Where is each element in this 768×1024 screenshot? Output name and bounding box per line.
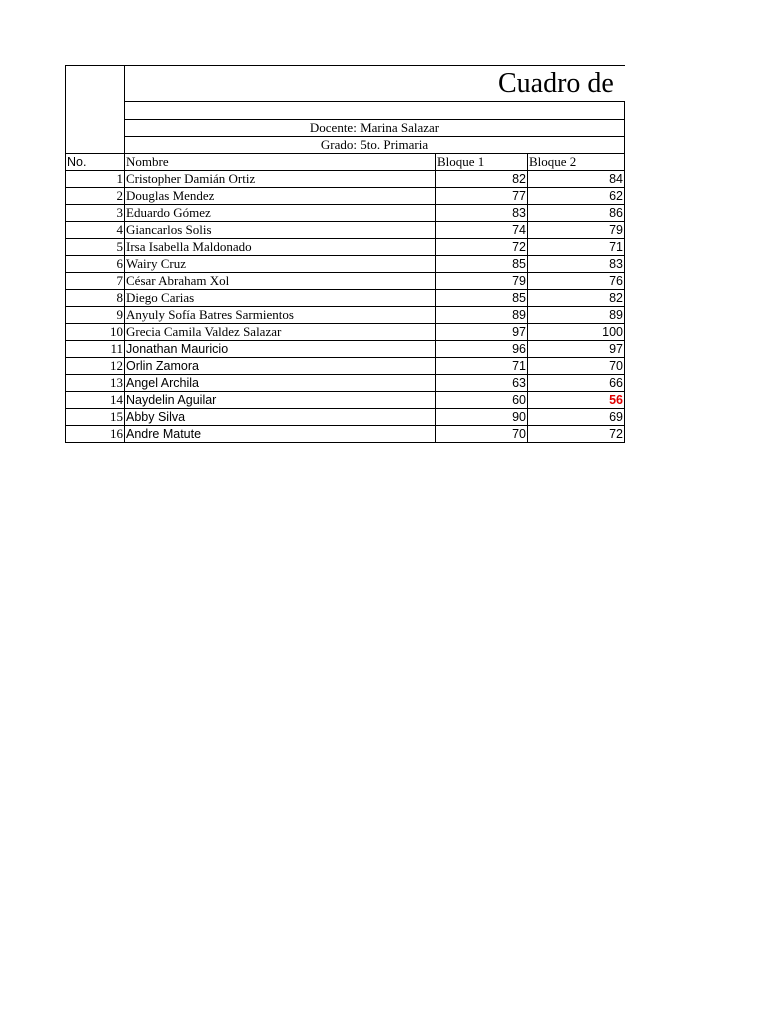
bloque1-grade: 90	[436, 409, 528, 426]
bloque1-grade: 82	[436, 171, 528, 188]
sheet-title: Cuadro de	[125, 66, 625, 102]
student-number: 5	[66, 239, 125, 256]
bloque1-grade: 63	[436, 375, 528, 392]
grado-label: Grado: 5to. Primaria	[125, 137, 625, 154]
bloque2-grade: 100	[528, 324, 625, 341]
header-row	[66, 154, 625, 171]
blank-cell	[125, 102, 625, 120]
bloque1-grade: 60	[436, 392, 528, 409]
student-number: 14	[66, 392, 125, 409]
bloque2-grade: 70	[528, 358, 625, 375]
header-bloque2: Bloque 2	[528, 154, 625, 171]
bloque2-grade: 83	[528, 256, 625, 273]
bloque1-grade: 97	[436, 324, 528, 341]
bloque1-grade: 74	[436, 222, 528, 239]
student-name: Grecia Camila Valdez Salazar	[125, 324, 436, 341]
bloque2-grade: 82	[528, 290, 625, 307]
bloque2-grade: 66	[528, 375, 625, 392]
student-number: 12	[66, 358, 125, 375]
table-row	[66, 324, 625, 341]
student-name: Anyuly Sofía Batres Sarmientos	[125, 307, 436, 324]
bloque1-grade: 85	[436, 256, 528, 273]
student-name: Andre Matute	[125, 426, 436, 443]
student-number: 11	[66, 341, 125, 358]
bloque2-grade: 76	[528, 273, 625, 290]
header-no: No.	[66, 154, 125, 171]
student-name: Giancarlos Solis	[125, 222, 436, 239]
student-number: 7	[66, 273, 125, 290]
docente-label: Docente: Marina Salazar	[125, 120, 625, 137]
header-nombre: Nombre	[125, 154, 436, 171]
student-name: Douglas Mendez	[125, 188, 436, 205]
bloque1-grade: 83	[436, 205, 528, 222]
bloque2-grade: 97	[528, 341, 625, 358]
table-row	[66, 222, 625, 239]
bloque1-grade: 79	[436, 273, 528, 290]
table-row	[66, 171, 625, 188]
table-row	[66, 205, 625, 222]
table-row	[66, 256, 625, 273]
blank-row	[66, 102, 625, 120]
table-row	[66, 239, 625, 256]
bloque2-grade: 84	[528, 171, 625, 188]
student-name: Eduardo Gómez	[125, 205, 436, 222]
student-number: 9	[66, 307, 125, 324]
table-row	[66, 409, 625, 426]
corner-cell	[66, 66, 125, 154]
bloque2-grade: 71	[528, 239, 625, 256]
table-row	[66, 375, 625, 392]
bloque2-grade: 56	[528, 392, 625, 409]
student-number: 3	[66, 205, 125, 222]
student-number: 2	[66, 188, 125, 205]
bloque1-grade: 77	[436, 188, 528, 205]
student-number: 10	[66, 324, 125, 341]
bloque2-grade: 86	[528, 205, 625, 222]
bloque2-grade: 69	[528, 409, 625, 426]
bloque1-grade: 89	[436, 307, 528, 324]
table-row	[66, 290, 625, 307]
bloque2-grade: 72	[528, 426, 625, 443]
table-row	[66, 341, 625, 358]
table-row	[66, 426, 625, 443]
bloque2-grade: 79	[528, 222, 625, 239]
table-row	[66, 307, 625, 324]
bloque2-grade: 62	[528, 188, 625, 205]
header-bloque1: Bloque 1	[436, 154, 528, 171]
bloque1-grade: 96	[436, 341, 528, 358]
student-name: Abby Silva	[125, 409, 436, 426]
bloque1-grade: 72	[436, 239, 528, 256]
grado-row	[66, 137, 625, 154]
student-name: Angel Archila	[125, 375, 436, 392]
grades-table	[65, 65, 625, 443]
bloque1-grade: 70	[436, 426, 528, 443]
student-name: Jonathan Mauricio	[125, 341, 436, 358]
docente-row	[66, 120, 625, 137]
student-name: Diego Carias	[125, 290, 436, 307]
student-number: 1	[66, 171, 125, 188]
student-name: Naydelin Aguilar	[125, 392, 436, 409]
student-name: Irsa Isabella Maldonado	[125, 239, 436, 256]
student-name: César Abraham Xol	[125, 273, 436, 290]
table-row	[66, 392, 625, 409]
table-row	[66, 273, 625, 290]
table-row	[66, 358, 625, 375]
student-number: 4	[66, 222, 125, 239]
student-number: 6	[66, 256, 125, 273]
bloque1-grade: 71	[436, 358, 528, 375]
title-row	[66, 66, 625, 102]
student-name: Orlin Zamora	[125, 358, 436, 375]
student-number: 13	[66, 375, 125, 392]
student-number: 15	[66, 409, 125, 426]
bloque1-grade: 85	[436, 290, 528, 307]
table-row	[66, 188, 625, 205]
student-name: Wairy Cruz	[125, 256, 436, 273]
student-number: 8	[66, 290, 125, 307]
student-number: 16	[66, 426, 125, 443]
student-name: Cristopher Damián Ortiz	[125, 171, 436, 188]
bloque2-grade: 89	[528, 307, 625, 324]
